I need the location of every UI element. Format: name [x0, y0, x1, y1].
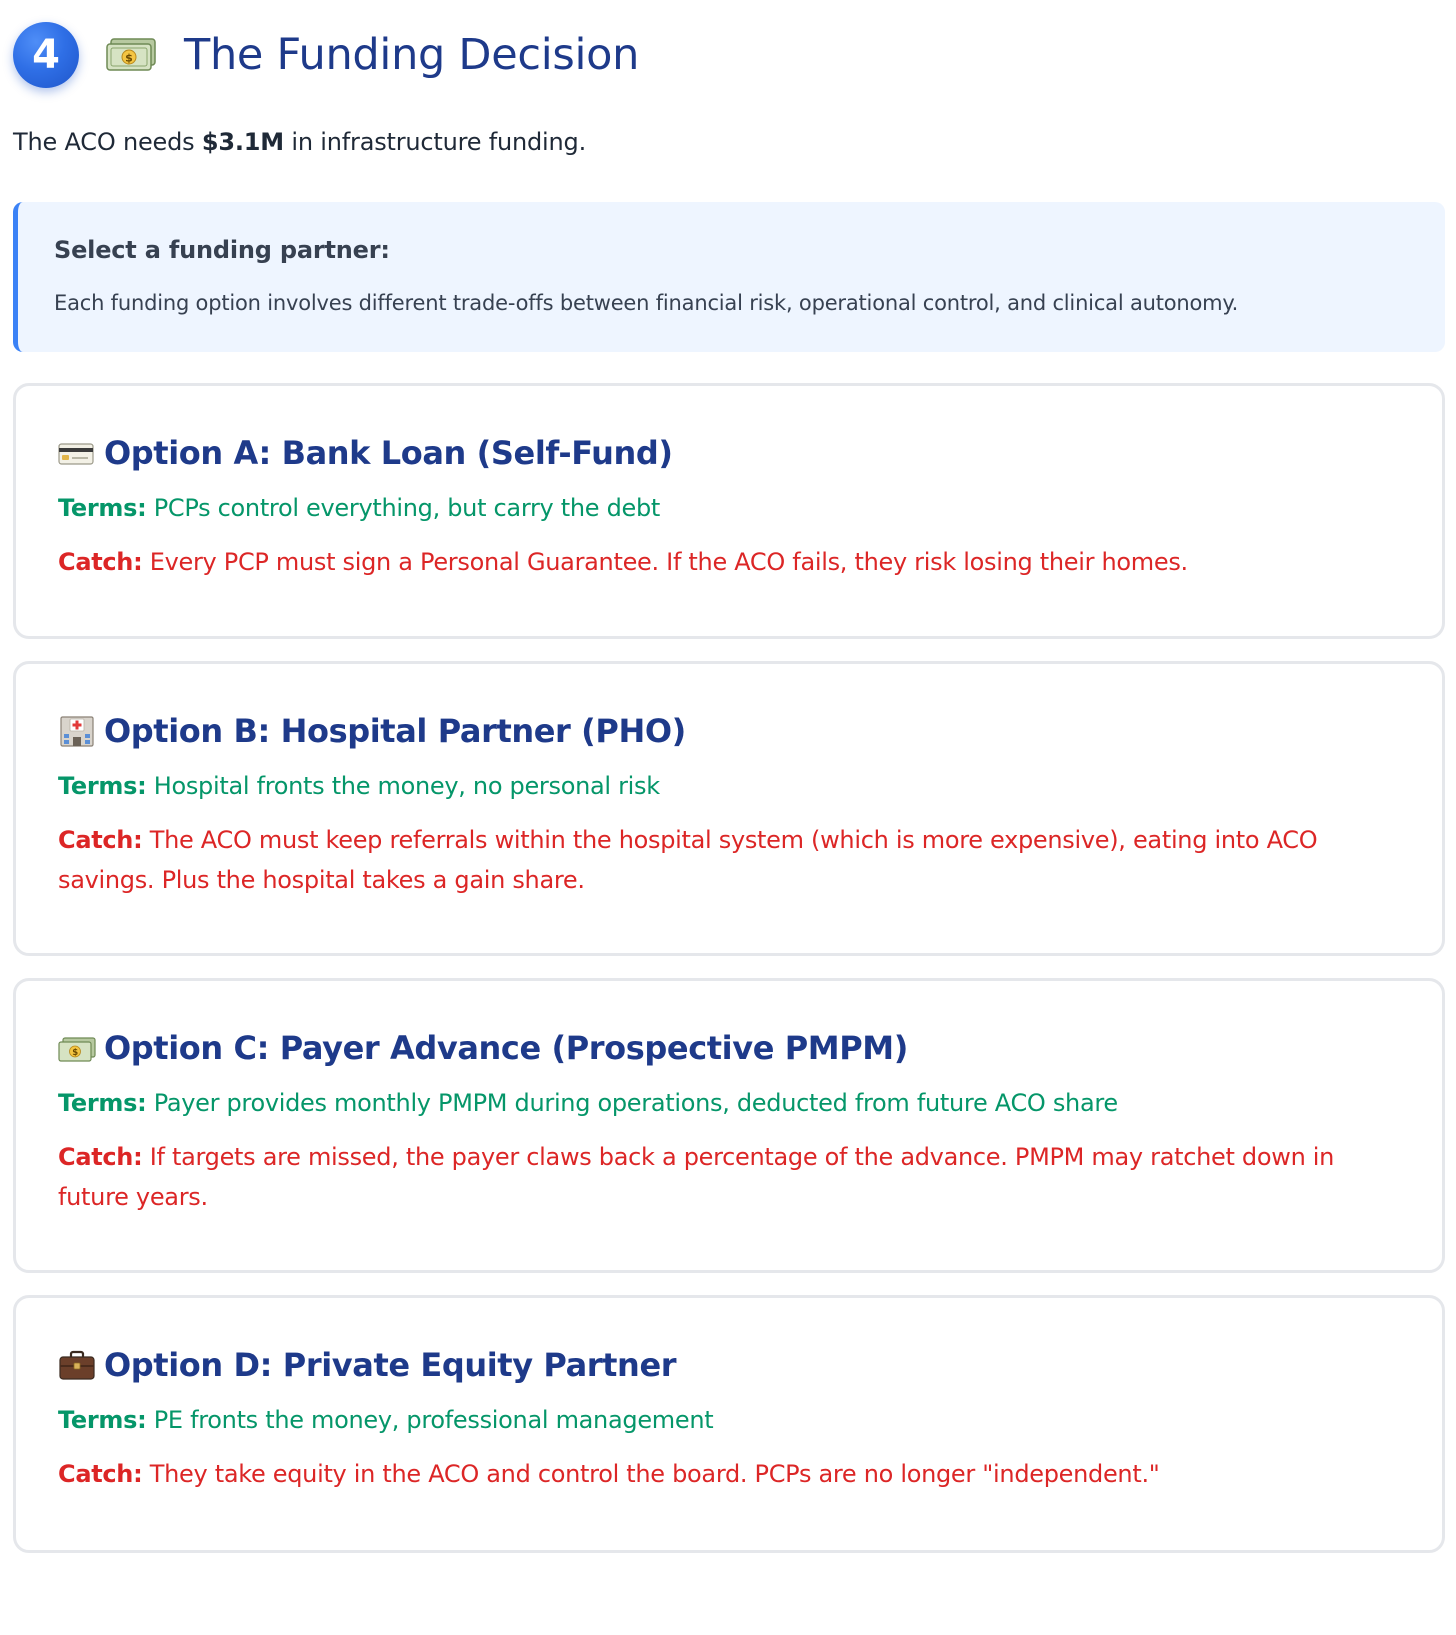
credit-card-icon [58, 437, 96, 469]
svg-text:$: $ [125, 51, 133, 65]
option-catch [58, 542, 1400, 582]
dollar-banknote-icon [105, 38, 157, 72]
option-catch [58, 1454, 1400, 1494]
briefcase-icon [58, 1349, 96, 1381]
option-title-text: Option A: Bank Loan (Self-Fund) [104, 434, 673, 472]
terms-label: Terms: [58, 772, 147, 800]
terms-text: Payer provides monthly PMPM during operations, deducted from future ACO share [146, 1089, 1118, 1117]
hospital-icon [58, 715, 96, 747]
option-catch [58, 1137, 1400, 1217]
option-card-b[interactable] [13, 661, 1445, 956]
terms-label: Terms: [58, 494, 147, 522]
option-title [58, 434, 1400, 472]
catch-label: Catch: [58, 548, 143, 576]
catch-text: If targets are missed, the payer claws back a percentage of the advance. PMPM may ratchet down in future years. [58, 1143, 1335, 1211]
option-catch [58, 820, 1400, 900]
intro-text [13, 128, 586, 156]
terms-label: Terms: [58, 1406, 147, 1434]
option-terms [58, 488, 1400, 528]
option-title [58, 712, 1400, 750]
intro-prefix: The ACO needs [13, 128, 202, 156]
option-card-a[interactable] [13, 383, 1445, 639]
dollar-banknote-icon [58, 1032, 96, 1064]
option-title-text: Option D: Private Equity Partner [104, 1346, 677, 1384]
terms-text: PCPs control everything, but carry the debt [146, 494, 661, 522]
catch-text: Every PCP must sign a Personal Guarantee. If the ACO fails, they risk losing their homes. [142, 548, 1188, 576]
intro-suffix: in infrastructure funding. [283, 128, 586, 156]
option-title [58, 1346, 1400, 1384]
option-terms [58, 766, 1400, 806]
page-title: The Funding Decision [184, 30, 640, 80]
catch-label: Catch: [58, 826, 143, 854]
option-title-text: Option C: Payer Advance (Prospective PMPM) [104, 1029, 908, 1067]
svg-text:$: $ [72, 1048, 78, 1058]
catch-text: They take equity in the ACO and control the board. PCPs are no longer "independent." [142, 1460, 1160, 1488]
terms-label: Terms: [58, 1089, 147, 1117]
callout-text: Each funding option involves different trade-offs between financial risk, operational control, and clinical autonomy. [54, 291, 1239, 315]
option-terms [58, 1083, 1400, 1123]
option-card-c[interactable] [13, 978, 1445, 1273]
catch-label: Catch: [58, 1143, 143, 1171]
option-title-text: Option B: Hospital Partner (PHO) [104, 712, 686, 750]
callout-heading: Select a funding partner: [54, 236, 390, 264]
instruction-callout [13, 202, 1445, 352]
catch-text: The ACO must keep referrals within the hospital system (which is more expensive), eating into ACO savings. Plus the hospital takes a gain share. [58, 826, 1318, 894]
step-number-badge: 4 [13, 22, 79, 88]
option-card-d[interactable] [13, 1295, 1445, 1553]
option-terms [58, 1400, 1400, 1440]
terms-text: Hospital fronts the money, no personal risk [146, 772, 660, 800]
catch-label: Catch: [58, 1460, 143, 1488]
terms-text: PE fronts the money, professional management [146, 1406, 714, 1434]
option-title [58, 1029, 1400, 1067]
section-header [13, 20, 639, 90]
funding-amount: $3.1M [201, 128, 284, 156]
